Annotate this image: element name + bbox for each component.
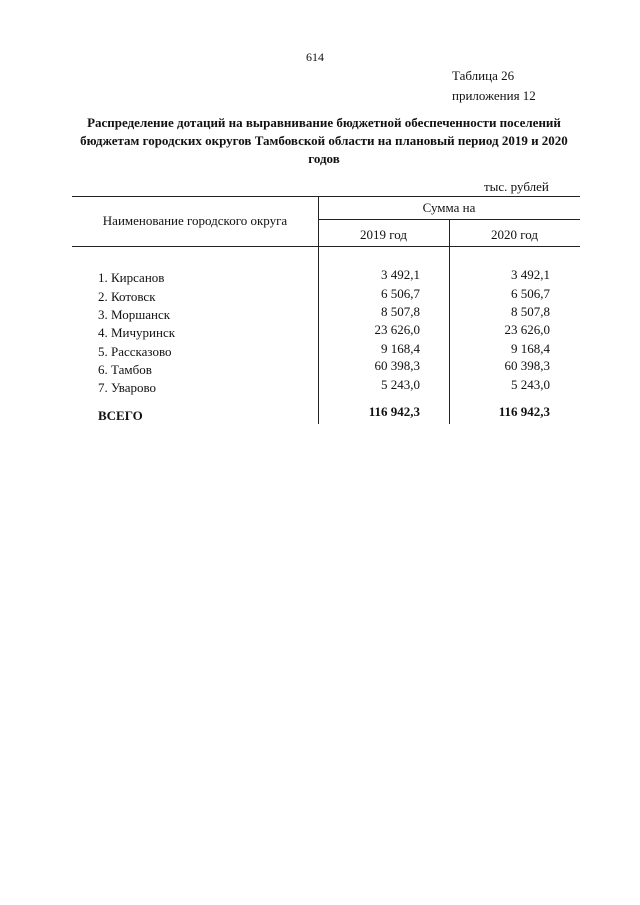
header-year-2019: 2019 год [360,227,407,242]
row-value-2019: 6 506,7 [381,286,420,301]
header-name-column: Наименование городского округа [102,213,288,228]
row-value-2020: 60 398,3 [504,358,550,373]
row-name: 1. Кирсанов [98,270,165,285]
row-name: 3. Моршанск [98,307,171,322]
table-reference [452,66,536,106]
row-name: 6. Тамбов [98,362,152,377]
row-value-2019: 5 243,0 [381,377,420,392]
row-value-2020: 8 507,8 [511,304,550,319]
row-name: 4. Мичуринск [98,325,176,340]
row-value-2019: 23 626,0 [374,322,420,337]
header-bottom-border [72,246,580,247]
row-value-2020: 23 626,0 [504,322,550,337]
row-value-2019: 3 492,1 [381,267,420,282]
table-top-border [72,196,580,197]
row-name: 7. Уварово [98,380,157,395]
units-label: тыс. рублей [484,179,549,194]
document-title: Распределение дотаций на выравнивание бюджетной обеспеченности поселений бюджетам городских округов Тамбовской области на плановый период 2019 и 2020 годов [80,115,568,166]
total-value-2019: 116 942,3 [368,404,420,419]
total-label: ВСЕГО [98,408,143,423]
row-name: 2. Котовск [98,289,156,304]
row-value-2019: 8 507,8 [381,304,420,319]
appendix-number: приложения 12 [452,88,536,103]
row-value-2020: 3 492,1 [511,267,550,282]
row-value-2020: 5 243,0 [511,377,550,392]
row-name: 5. Рассказово [98,344,172,359]
header-sum-group: Сумма на [422,200,476,215]
row-value-2020: 9 168,4 [511,341,550,356]
page-number: 614 [306,50,324,64]
row-value-2019: 9 168,4 [381,341,420,356]
header-year-2020: 2020 год [491,227,538,242]
row-value-2020: 6 506,7 [511,286,550,301]
table-number: Таблица 26 [452,68,515,83]
total-value-2020: 116 942,3 [498,404,550,419]
row-value-2019: 60 398,3 [374,358,420,373]
